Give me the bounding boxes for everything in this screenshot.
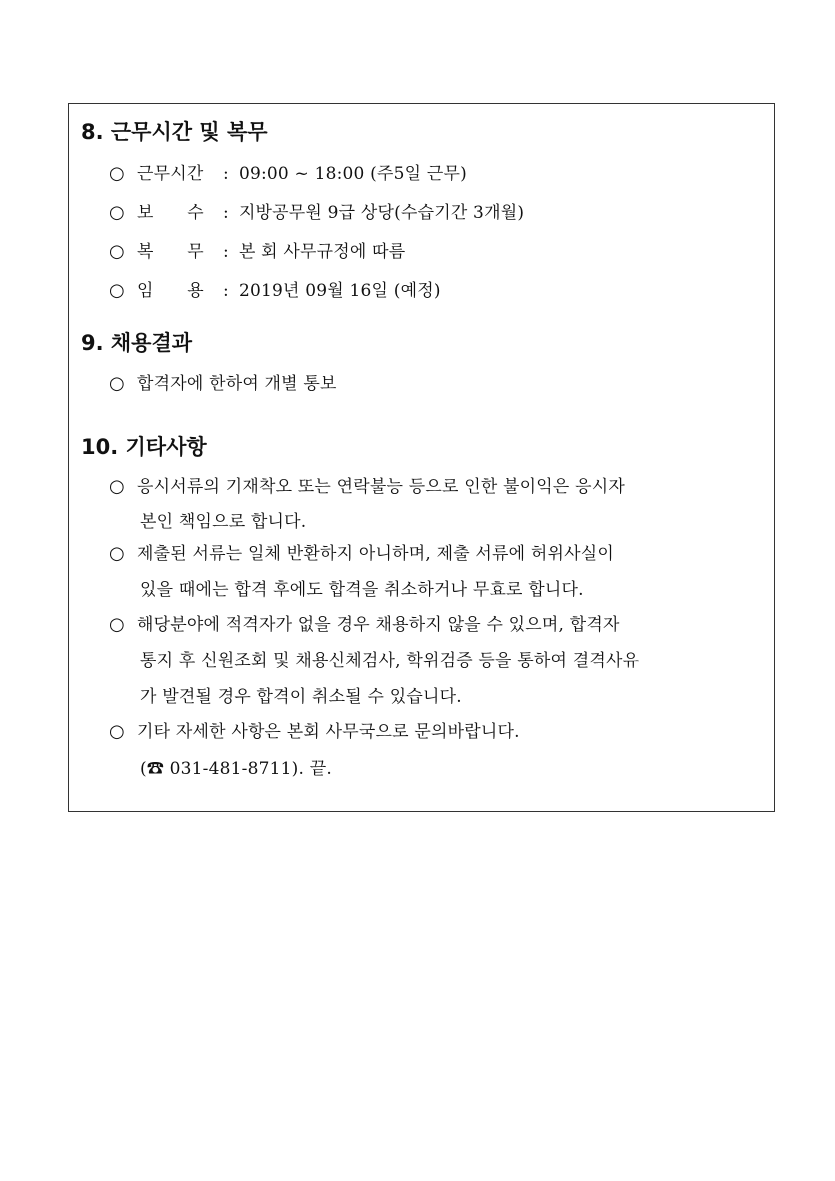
s8-item-sep: : — [223, 242, 229, 262]
circle-bullet-icon: ○ — [109, 614, 125, 635]
s8-item-label: 복 무 — [137, 242, 204, 262]
circle-bullet-icon: ○ — [109, 163, 125, 184]
s10-item-4-line-1 — [109, 720, 520, 744]
circle-bullet-icon: ○ — [109, 543, 125, 564]
circle-bullet-icon: ○ — [109, 721, 125, 742]
s9-item — [109, 372, 337, 396]
s8-item-work-hours — [109, 162, 467, 186]
s8-item-value: 지방공무원 9급 상당(수습기간 3개월) — [238, 203, 525, 223]
s10-item-text: 제출된 서류는 일체 반환하지 아니하며, 제출 서류에 허위사실이 — [137, 544, 615, 564]
s8-item-sep: : — [223, 203, 229, 223]
circle-bullet-icon: ○ — [109, 476, 125, 497]
s10-item-4-line-2: (☎ 031-481-8711). 끝. — [140, 759, 332, 779]
s10-item-1-line-1 — [109, 475, 625, 499]
s8-item-value: 본 회 사무규정에 따름 — [238, 242, 406, 262]
s8-item-value: 09:00 ~ 18:00 (주5일 근무) — [238, 164, 467, 184]
s8-item-sep: : — [223, 164, 229, 184]
s8-item-duty — [109, 240, 405, 264]
s10-item-1-line-2: 본인 책임으로 합니다. — [140, 512, 307, 532]
s10-item-3-line-1 — [109, 613, 620, 637]
s9-item-text: 합격자에 한하여 개별 통보 — [137, 374, 337, 394]
s10-item-2-line-1 — [109, 542, 614, 566]
s10-item-2-line-2: 있을 때에는 합격 후에도 합격을 취소하거나 무효로 합니다. — [140, 580, 584, 600]
circle-bullet-icon: ○ — [109, 202, 125, 223]
s10-item-3-line-3: 가 발견될 경우 합격이 취소될 수 있습니다. — [140, 687, 462, 707]
s10-item-text: 기타 자세한 사항은 본회 사무국으로 문의바랍니다. — [137, 722, 520, 742]
s8-item-label: 임 용 — [137, 281, 204, 301]
section-8-heading: 8. 근무시간 및 복무 — [81, 120, 268, 144]
section-9-heading: 9. 채용결과 — [81, 331, 193, 355]
s8-item-value: 2019년 09월 16일 (예정) — [238, 281, 441, 301]
circle-bullet-icon: ○ — [109, 241, 125, 262]
s8-item-appointment — [109, 279, 441, 303]
s8-item-salary — [109, 201, 524, 225]
s8-item-label: 보 수 — [137, 203, 204, 223]
notice-box — [68, 103, 775, 812]
section-10-heading: 10. 기타사항 — [81, 435, 207, 459]
s10-item-3-line-2: 통지 후 신원조회 및 채용신체검사, 학위검증 등을 통하여 결격사유 — [140, 651, 640, 671]
s8-item-sep: : — [223, 281, 229, 301]
s10-item-text: 응시서류의 기재착오 또는 연락불능 등으로 인한 불이익은 응시자 — [137, 477, 626, 497]
s8-item-label: 근무시간 — [137, 164, 204, 184]
circle-bullet-icon: ○ — [109, 373, 125, 394]
s10-item-text: 해당분야에 적격자가 없을 경우 채용하지 않을 수 있으며, 합격자 — [137, 615, 620, 635]
circle-bullet-icon: ○ — [109, 280, 125, 301]
